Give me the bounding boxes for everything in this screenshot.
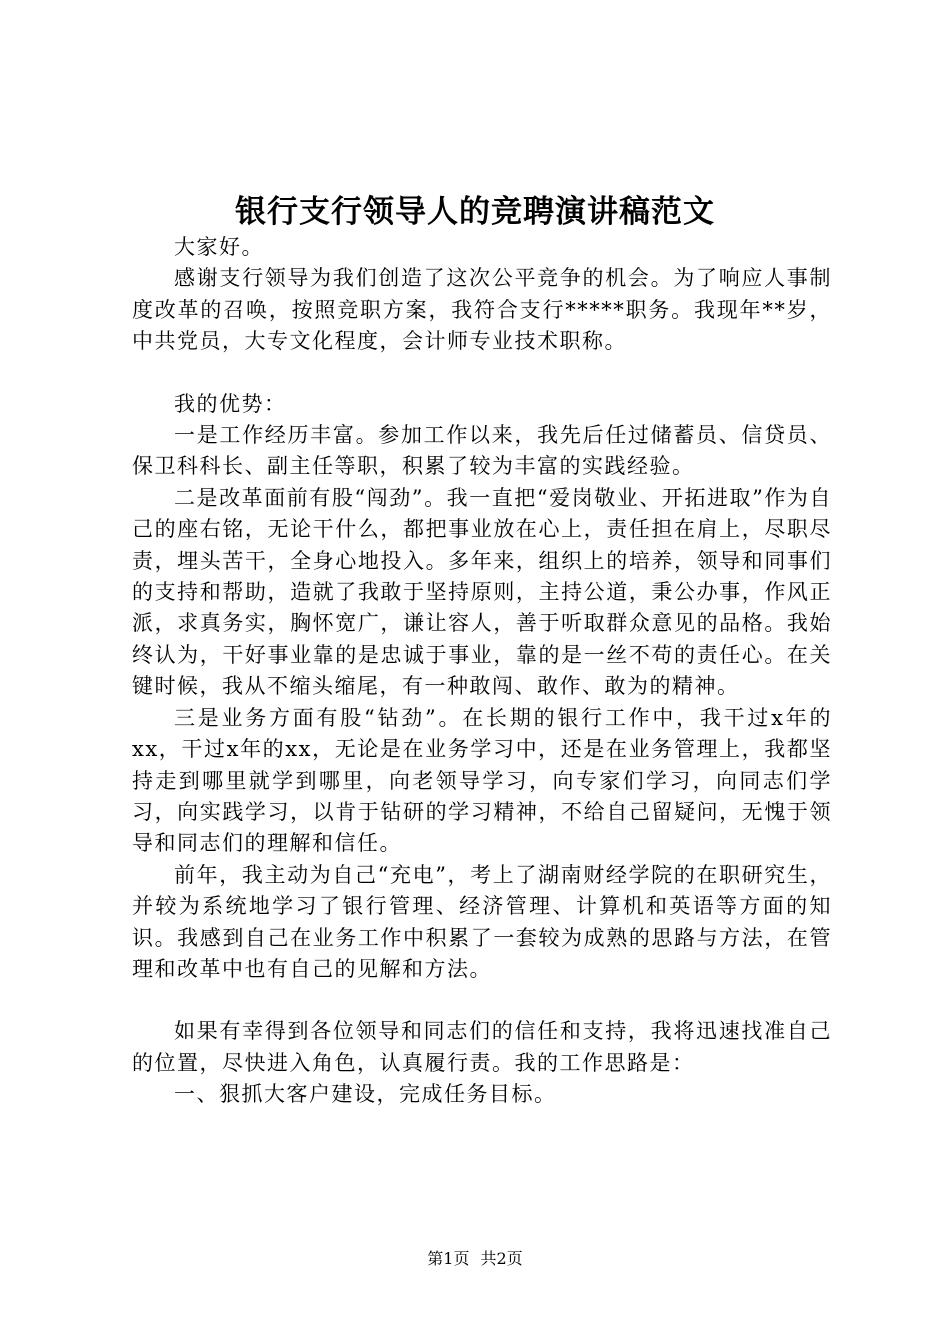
document-body — [132, 232, 832, 1111]
page-number: 第1页 — [427, 1249, 470, 1268]
page-total: 共2页 — [480, 1249, 523, 1268]
paragraph-study: 前年，我主动为自己“充电”，考上了湖南财经学院的在职研究生，并较为系统地学习了银行管理、经济管理、计算机和英语等方面的知识。我感到自己在业务工作中积累了一套较为成熟的思路与方法，在管理和改革中也有自己的见解和方法。 — [132, 862, 832, 981]
paragraph-advantage-1: 一是工作经历丰富。参加工作以来，我先后任过储蓄员、信贷员、保卫科科长、副主任等职，积累了较为丰富的实践经验。 — [132, 423, 832, 479]
paragraph-intro: 感谢支行领导为我们创造了这次公平竞争的机会。为了响应人事制度改革的召唤，按照竞职方案，我符合支行*****职务。我现年**岁，中共党员，大专文化程度，会计师专业技术职称。 — [132, 266, 832, 354]
document-title: 银行支行领导人的竞聘演讲稿范文 — [235, 194, 715, 230]
paragraph-advantage-3: 三是业务方面有股“钻劲”。在长期的银行工作中，我干过x年的xx，干过x年的xx，无论是在业务学习中，还是在业务管理上，我都坚持走到哪里就学到哪里，向老领导学习，向专家们学习，向同志们学习，向实践学习，以肯于钻研的学习精神，不给自己留疑问，无愧于领导和同志们的理解和信任。 — [132, 705, 832, 856]
paragraph-advantage-2: 二是改革面前有股“闯劲”。我一直把“爱岗敬业、开拓进取”作为自己的座右铭，无论干什么，都把事业放在心上，责任担在肩上，尽职尽责，埋头苦干，全身心地投入。多年来，组织上的培养，领导和同事们的支持和帮助，造就了我敢于坚持原则，主持公道，秉公办事，作风正派，求真务实，胸怀宽广，谦让容人，善于听取群众意见的品格。我始终认为，干好事业靠的是忠诚于事业，靠的是一丝不苟的责任心。在关键时候，我从不缩头缩尾，有一种敢闯、敢作、敢为的精神。 — [132, 485, 832, 699]
paragraph-greeting: 大家好。 — [174, 235, 264, 259]
paragraph-work-plan: 如果有幸得到各位领导和同志们的信任和支持，我将迅速找准自己的位置，尽快进入角色，认真履行责。我的工作思路是： — [132, 1019, 832, 1075]
paragraph-advantages-heading: 我的优势： — [174, 391, 287, 416]
page-footer — [0, 1246, 950, 1269]
paragraph-plan-item-1: 一、狠抓大客户建设，完成任务目标。 — [174, 1082, 557, 1107]
